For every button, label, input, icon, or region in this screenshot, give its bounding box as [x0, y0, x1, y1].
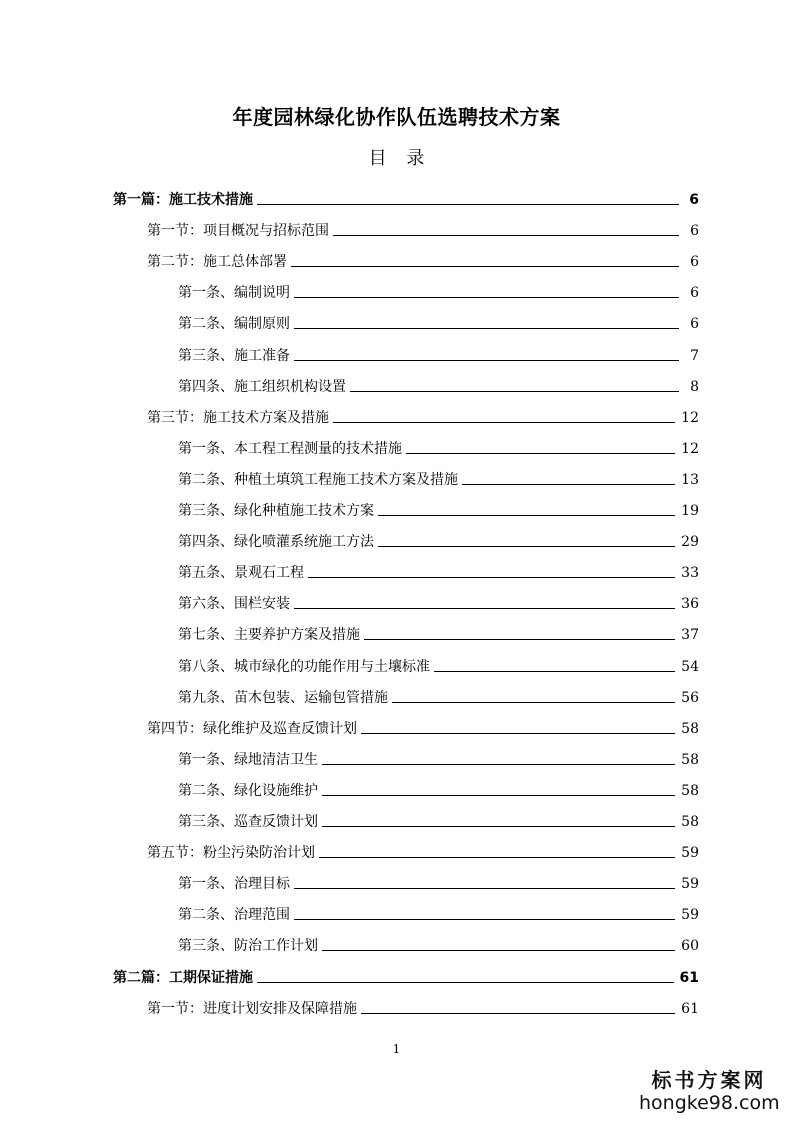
toc-leader-line [291, 265, 679, 267]
toc-entry-page: 58 [681, 720, 699, 737]
toc-entry-article[interactable] [178, 645, 699, 676]
toc-leader-line [333, 421, 675, 423]
toc-leader-line [378, 545, 675, 547]
toc-entry-label: 第一条、编制说明 [178, 285, 290, 302]
toc-entry-page: 54 [681, 658, 699, 675]
toc-entry-label: 第二篇：工期保证措施 [113, 969, 253, 986]
toc-entry-section[interactable] [147, 707, 699, 738]
toc-entry-article[interactable] [178, 893, 699, 924]
toc-entry-label: 第三条、防治工作计划 [178, 938, 318, 955]
toc-entry-label: 第九条、苗木包装、运输包管措施 [178, 689, 388, 706]
page-number: 1 [392, 1042, 401, 1056]
toc-entry-page: 29 [681, 534, 699, 551]
toc-entry-label: 第八条、城市绿化的功能作用与土壤标准 [178, 658, 430, 675]
toc-entry-label: 第一条、绿地清洁卫生 [178, 751, 318, 768]
toc-entry-label: 第二条、种植土填筑工程施工技术方案及措施 [178, 471, 458, 488]
toc-heading: 目 录 [368, 148, 425, 169]
toc-entry-page: 8 [690, 378, 699, 395]
toc-entry-article[interactable] [178, 862, 699, 893]
toc-leader-line [294, 607, 675, 609]
toc-leader-line [350, 390, 679, 392]
toc-entry-article[interactable] [178, 271, 699, 302]
toc-entry-article[interactable] [178, 582, 699, 613]
toc-entry-part[interactable] [113, 178, 699, 209]
toc-entry-page: 13 [681, 471, 699, 488]
toc-entry-section[interactable] [147, 209, 699, 240]
toc-entry-label: 第一条、治理目标 [178, 876, 290, 893]
toc-entry-section[interactable] [147, 396, 699, 427]
toc-leader-line [378, 514, 675, 516]
toc-leader-line [257, 203, 679, 205]
toc-entry-page: 59 [681, 876, 699, 893]
toc-entry-article[interactable] [178, 613, 699, 644]
toc-leader-line [294, 359, 679, 361]
toc-entry-section[interactable] [147, 831, 699, 862]
toc-entry-page: 60 [681, 938, 699, 955]
toc-entry-page: 37 [681, 627, 699, 644]
toc-leader-line [392, 701, 675, 703]
toc-entry-label: 第五节：粉尘污染防治计划 [147, 845, 315, 862]
toc-entry-page: 58 [681, 814, 699, 830]
toc-entry-label: 第四节：绿化维护及巡查反馈计划 [147, 720, 357, 737]
toc-entry-page: 12 [681, 440, 699, 457]
toc-entry-label: 第一篇：施工技术措施 [113, 192, 253, 208]
toc-entry-page: 6 [690, 254, 699, 271]
toc-leader-line [257, 981, 674, 983]
toc-entry-page: 59 [681, 845, 699, 862]
toc-entry-page: 6 [689, 192, 699, 208]
toc-leader-line [434, 670, 675, 672]
toc-entry-article[interactable] [178, 427, 699, 458]
toc-entry-label: 第七条、主要养护方案及措施 [178, 627, 360, 644]
toc-entry-label: 第一节：进度计划安排及保障措施 [147, 1000, 357, 1017]
toc-leader-line [462, 483, 675, 485]
toc-leader-line [361, 732, 675, 734]
toc-entry-page: 58 [681, 782, 699, 799]
toc-leader-line [322, 763, 675, 765]
toc-entry-article[interactable] [178, 302, 699, 333]
toc-leader-line [364, 638, 675, 640]
toc-entry-label: 第二条、绿化设施维护 [178, 782, 318, 799]
toc-entry-label: 第四条、施工组织机构设置 [178, 378, 346, 395]
toc-entry-article[interactable] [178, 800, 699, 831]
document-title: 年度园林绿化协作队伍选聘技术方案 [232, 105, 561, 129]
toc-leader-line [322, 949, 675, 951]
toc-entry-label: 第三条、绿化种植施工技术方案 [178, 503, 374, 519]
toc-entry-page: 61 [681, 1000, 699, 1017]
toc-entry-article[interactable] [178, 738, 699, 769]
toc-entry-article[interactable] [178, 334, 699, 365]
toc-entry-section[interactable] [147, 987, 699, 1018]
toc-entry-label: 第二条、编制原则 [178, 316, 290, 333]
toc-entry-page: 33 [681, 565, 699, 582]
toc-entry-label: 第五条、景观石工程 [178, 565, 304, 582]
toc-entry-article[interactable] [178, 489, 699, 520]
toc-entry-article[interactable] [178, 365, 699, 396]
toc-leader-line [319, 856, 675, 858]
toc-entry-label: 第二节：施工总体部署 [147, 254, 287, 271]
toc-leader-line [322, 794, 675, 796]
toc-entry-label: 第一节：项目概况与招标范围 [147, 223, 329, 240]
toc-leader-line [294, 887, 675, 889]
watermark-logo [639, 1068, 779, 1114]
toc-entry-article[interactable] [178, 676, 699, 707]
toc-entry-page: 6 [690, 223, 699, 240]
toc-entry-label: 第三条、施工准备 [178, 347, 290, 364]
toc-entry-article[interactable] [178, 458, 699, 489]
toc-entry-page: 36 [681, 596, 699, 613]
toc-entry-label: 第三节：施工技术方案及措施 [147, 409, 329, 426]
toc-entry-page: 61 [679, 969, 699, 986]
toc-leader-line [322, 825, 675, 827]
toc-leader-line [294, 327, 679, 329]
toc-entry-article[interactable] [178, 551, 699, 582]
toc-entry-page: 6 [690, 316, 699, 333]
toc-leader-line [406, 452, 675, 454]
toc-entry-label: 第一条、本工程工程测量的技术措施 [178, 440, 402, 457]
toc-entry-page: 59 [681, 907, 699, 924]
watermark-url: hongke98.com [639, 1092, 780, 1114]
toc-entry-label: 第六条、围栏安装 [178, 596, 290, 613]
toc-entry-page: 56 [681, 689, 699, 706]
toc-entry-page: 6 [690, 285, 699, 302]
toc-entry-label: 第二条、治理范围 [178, 907, 290, 924]
toc-entry-page: 12 [681, 409, 699, 426]
toc-entry-label: 第三条、巡查反馈计划 [178, 814, 318, 830]
toc-entry-section[interactable] [147, 240, 699, 271]
toc-leader-line [308, 576, 675, 578]
watermark-name: 标书方案网 [651, 1068, 767, 1092]
toc-entry-label: 第四条、绿化喷灌系统施工方法 [178, 534, 374, 551]
toc-entry-page: 58 [681, 751, 699, 768]
toc-entry-part[interactable] [113, 956, 699, 987]
toc-entry-article[interactable] [178, 924, 699, 955]
toc-leader-line [294, 918, 675, 920]
toc-entry-article[interactable] [178, 520, 699, 551]
toc-leader-line [294, 296, 679, 298]
toc-entry-page: 7 [690, 347, 699, 364]
toc-entry-article[interactable] [178, 769, 699, 800]
toc-leader-line [333, 234, 679, 236]
toc-leader-line [361, 1012, 675, 1014]
toc-entry-page: 19 [681, 503, 699, 519]
